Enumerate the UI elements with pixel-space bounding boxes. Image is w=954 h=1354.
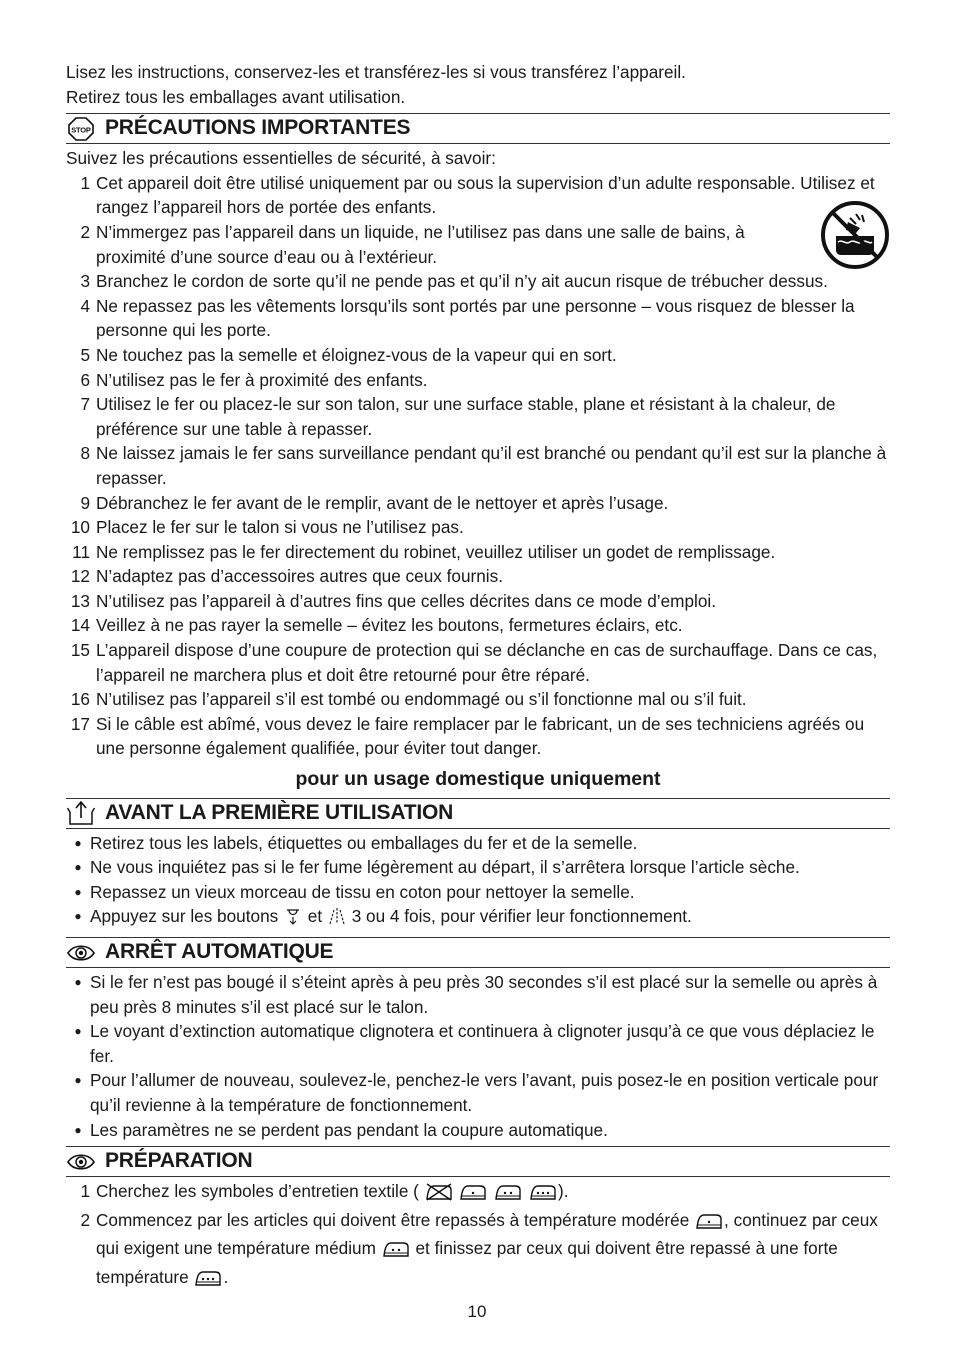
preparation-list <box>66 1179 890 1293</box>
steam-shot-icon <box>327 906 347 933</box>
list-item: 10 Placez le fer sur le talon si vous ne l’utilisez pas. <box>70 517 464 538</box>
list-item: ● Retirez tous les labels, étiquettes ou emballages du fer et de la semelle. <box>74 832 638 853</box>
spray-icon <box>283 906 303 933</box>
list-item: ● Repassez un vieux morceau de tissu en coton pour nettoyer la semelle. <box>74 881 635 902</box>
before-first-use-title: AVANT LA PREMIÈRE UTILISATION <box>105 800 454 824</box>
list-item: 2 Commencez par les articles qui doivent être repassés à température modérée , continuez par ceux qui exigent une température médium et finissez par ceux qui doivent être repassé à une forte température . <box>66 1208 890 1294</box>
iron-1-dot-icon <box>458 1183 488 1208</box>
list-item: 9 Débranchez le fer avant de le remplir, avant de le nettoyer et après l’usage. <box>80 492 669 513</box>
stop-icon <box>66 116 96 142</box>
intro <box>66 60 890 109</box>
list-item: 4 Ne repassez pas les vêtements lorsqu’ils sont portés par une personne – vous risquez de blesser la personne qui les porte. <box>80 295 855 341</box>
preparation-title: PRÉPARATION <box>105 1149 253 1173</box>
list-item: 15 L’appareil dispose d’une coupure de protection qui se déclanche en cas de surchauffage. Dans ce cas, l’appareil ne marchera plus et doit être retourné pour être réparé. <box>70 640 878 685</box>
buttons-line-pre: Appuyez sur les boutons <box>90 906 279 927</box>
auto-off-list <box>66 970 890 1142</box>
precautions-title: PRÉCAUTIONS IMPORTANTES <box>105 116 411 140</box>
before-first-use-list <box>66 831 890 933</box>
list-item: 1 Cherchez les symboles d’entretien textile ( ). <box>66 1179 890 1208</box>
list-item: 16 N’utilisez pas l’appareil s’il est tombé ou endommagé ou s’il fonctionne mal ou s’il fuit. <box>70 689 747 710</box>
list-item: ● Pour l’allumer de nouveau, soulevez-le, penchez-le vers l’avant, puis posez-le en position verticale pour qu’il revienne à la température de fonctionnement. <box>74 1070 879 1115</box>
list-item: 1 Cet appareil doit être utilisé uniquement par ou sous la supervision d’un adulte responsable. Utilisez et rangez l’appareil hors de portée des enfants. <box>80 172 875 218</box>
intro-line-2: Retirez tous les emballages avant utilisation. <box>66 86 406 107</box>
list-item: 3 Branchez le cordon de sorte qu’il ne pende pas et qu’il n’y ait aucun risque de trébucher dessus. <box>80 271 828 292</box>
list-item: 17 Si le câble est abîmé, vous devez le faire remplacer par le fabricant, un de ses techniciens agréés ou une personne également qualifiée, pour éviter tout danger. <box>70 713 865 759</box>
precautions-list <box>66 171 890 761</box>
intro-line-1: Lisez les instructions, conservez-les et transférez-les si vous transférez l’appareil. <box>66 62 686 82</box>
auto-off-title: ARRÊT AUTOMATIQUE <box>105 940 334 964</box>
before-first-use-heading <box>66 798 890 829</box>
iron-3-dot-icon <box>193 1269 223 1294</box>
list-item: 14 Veillez à ne pas rayer la semelle – évitez les boutons, fermetures éclairs, etc. <box>70 615 683 636</box>
precautions-heading <box>66 113 890 144</box>
buttons-line-post: 3 ou 4 fois, pour vérifier leur fonctionnement. <box>351 906 692 927</box>
list-item: 7 Utilisez le fer ou placez-le sur son talon, sur une surface stable, plane et résistant à la chaleur, de préférence sur une table à repasser. <box>80 394 836 439</box>
precautions-lead: Suivez les précautions essentielles de sécurité, à savoir: <box>66 148 496 169</box>
auto-off-heading <box>66 937 890 968</box>
no-water-immersion-icon <box>820 200 890 270</box>
preparation-item-1-text: Cherchez les symboles d’entretien textile ( <box>96 1181 419 1202</box>
list-item: ● Les paramètres ne se perdent pas pendant la coupure automatique. <box>74 1119 608 1140</box>
list-item: 11 Ne remplissez pas le fer directement du robinet, veuillez utiliser un godet de remplissage. <box>72 541 776 562</box>
list-item: 6 N’utilisez pas le fer à proximité des enfants. <box>80 369 428 390</box>
iron-1-dot-icon <box>694 1212 724 1237</box>
page-number: 10 <box>467 1302 487 1321</box>
list-item: 8 Ne laissez jamais le fer sans surveillance pendant qu’il est branché ou pendant qu’il est sur la planche à repasser. <box>80 443 887 488</box>
manual-page <box>66 60 890 1294</box>
preparation-heading <box>66 1146 890 1177</box>
list-item: ● Ne vous inquiétez pas si le fer fume légèrement au départ, il s’arrêtera lorsque l’article sèche. <box>74 857 800 878</box>
list-item: ● Si le fer n’est pas bougé il s’éteint après à peu près 30 secondes s’il est placé sur la semelle ou après à peu près 8 minutes s’il est placé sur le talon. <box>74 972 878 1017</box>
list-item: 13 N’utilisez pas l’appareil à d’autres fins que celles décrites dans ce mode d’emploi. <box>70 590 717 611</box>
list-item: 12 N’adaptez pas d’accessoires autres que ceux fournis. <box>70 566 503 587</box>
iron-3-dot-icon <box>528 1183 558 1208</box>
svg-text:STOP: STOP <box>71 125 91 135</box>
unpack-box-icon <box>66 800 96 826</box>
eye-icon <box>66 940 96 966</box>
list-item: ● Le voyant d’extinction automatique clignotera et continuera à clignoter jusqu’à ce que vous déplaciez le fer. <box>74 1021 875 1066</box>
no-iron-icon <box>424 1183 454 1208</box>
eye-icon <box>66 1149 96 1175</box>
buttons-line-mid: et <box>307 906 323 927</box>
iron-2-dot-icon <box>493 1183 523 1208</box>
list-item: 5 Ne touchez pas la semelle et éloignez-vous de la vapeur qui en sort. <box>80 344 617 365</box>
domestic-use-notice: pour un usage domestique uniquement <box>295 768 661 791</box>
iron-2-dot-icon <box>381 1240 411 1265</box>
list-item: ● Appuyez sur les boutons et 3 ou 4 fois, pour vérifier leur fonctionnement. <box>66 904 890 933</box>
list-item: 2 N’immergez pas l’appareil dans un liquide, ne l’utilisez pas dans une salle de bains, à proximité d’une source d’eau ou à l’extérieur. <box>80 221 745 267</box>
